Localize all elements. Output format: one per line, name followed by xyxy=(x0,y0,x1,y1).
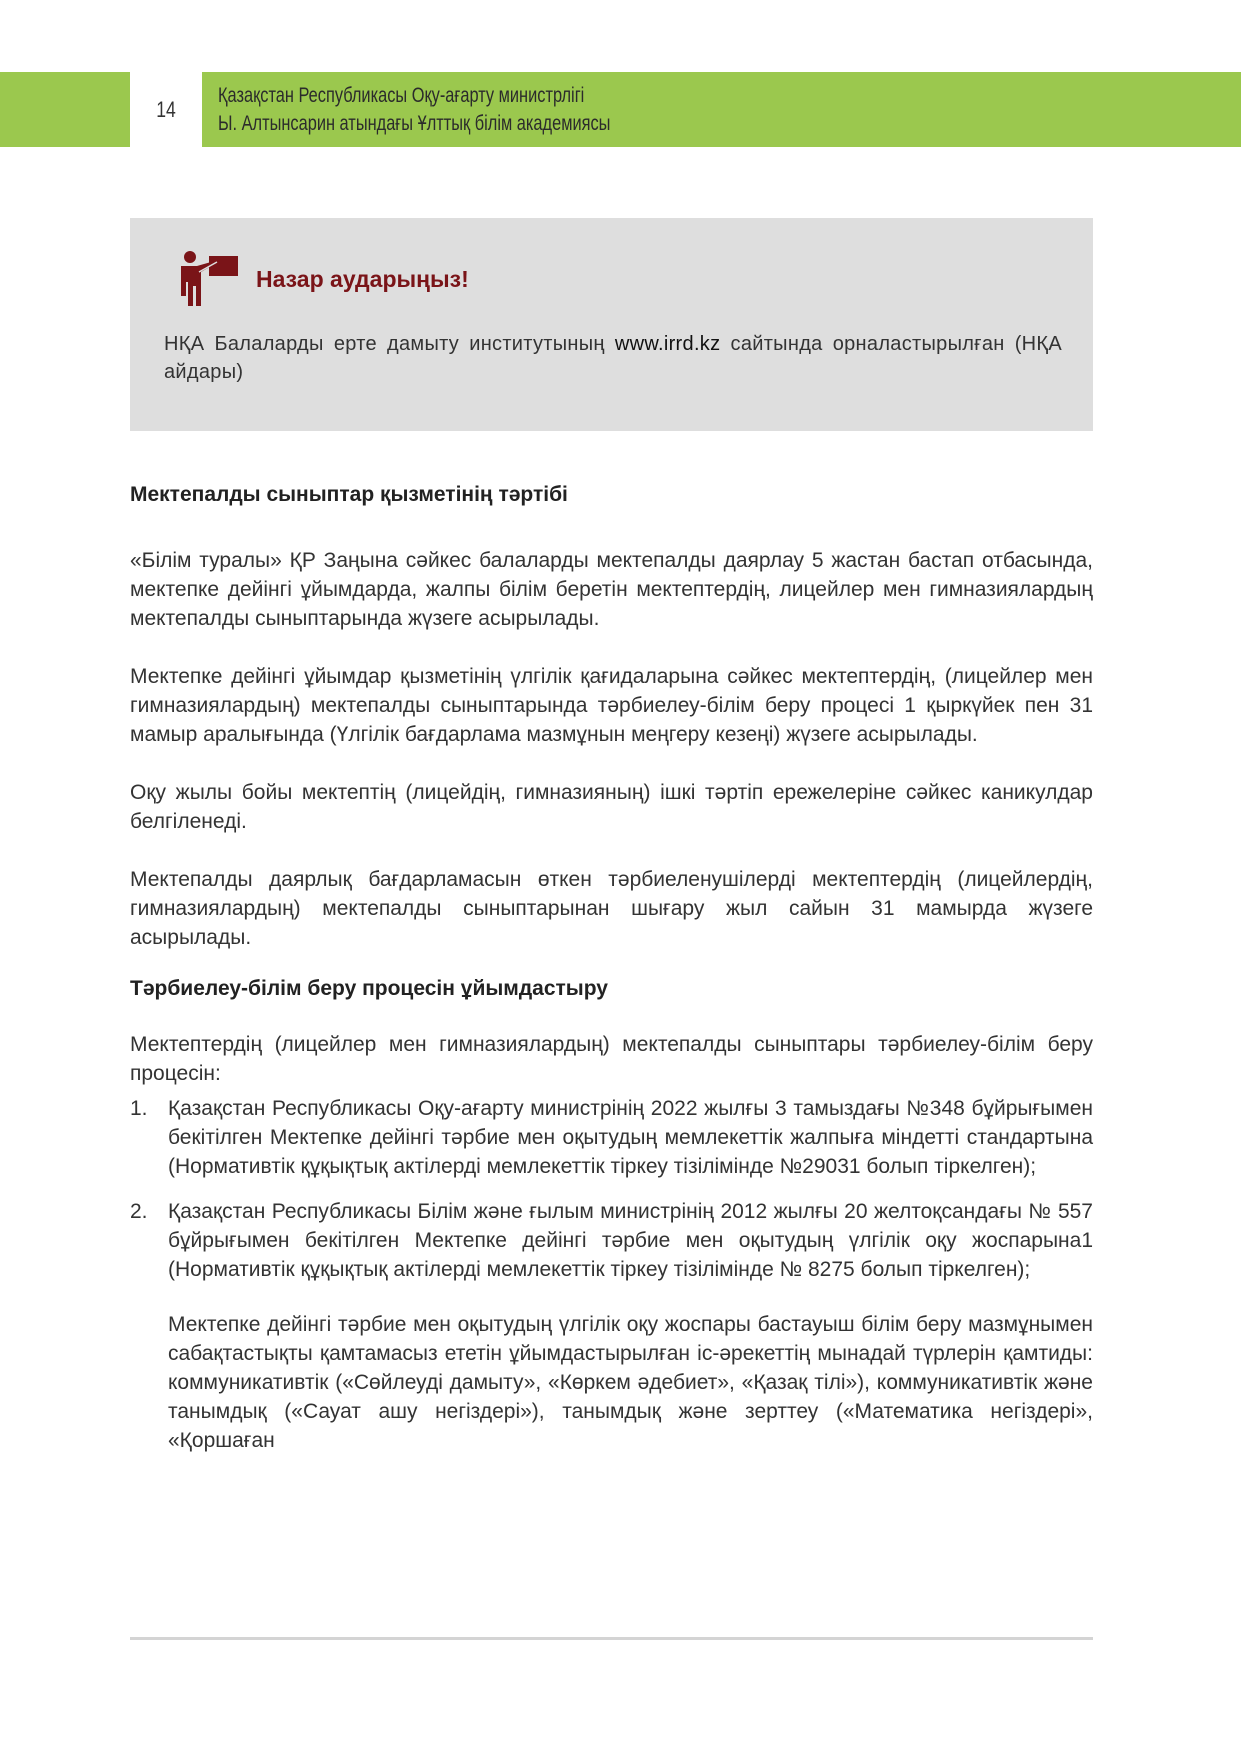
page-number: 14 xyxy=(156,96,176,122)
paragraph: «Білім туралы» ҚР Заңына сәйкес балаларды мектепалды даярлау 5 жастан бастап отбасында, мектепке дейінгі ұйымдарда, жалпы білім беретін мектептердің, лицейлер мен гимназиялардың мектепалды сыныптарында жүзеге асырылады. xyxy=(130,549,1093,630)
attention-text-part: НҚА Балаларды ерте дамыту институтының xyxy=(164,333,615,355)
header-banner xyxy=(202,72,1241,147)
paragraph: Мектепке дейінгі ұйымдар қызметінің үлгілік қағидаларына сәйкес мектептердің, (лицейлер мен гимназиялардың) мектепалды сыныптарында тәрбиелеу-білім беру процесі 1 қыркүйек пен 31 мамыр аралығында (Үлгілік бағдарлама мазмұнын меңгеру кезеңі) жүзеге асырылады. xyxy=(130,665,1093,746)
list-item-number: 1. xyxy=(130,1097,148,1120)
header-org-line-1: Қазақстан Республикасы Оқу-ағарту министрлігі xyxy=(218,83,585,107)
paragraph: Мектепалды даярлық бағдарламасын өткен тәрбиеленушілерді мектептердің (лицейлердің, гимназиялардың) мектепалды сыныптарынан шығару жыл сайын 31 мамырда жүзеге асырылады. xyxy=(130,868,1093,949)
main-content xyxy=(130,480,1093,1484)
attention-text-part: сайтында орналастырылған (НҚА айдары) xyxy=(164,333,1062,383)
irrd-link[interactable]: www.irrd.kz xyxy=(614,333,721,355)
paragraph: Оқу жылы бойы мектептің (лицейдің, гимназияның) ішкі тәртіп ережелеріне сәйкес каникулдар белгіленеді. xyxy=(130,781,1093,833)
section-heading: Тәрбиелеу-білім беру процесін ұйымдастыру xyxy=(130,977,608,1000)
footer-divider xyxy=(130,1637,1093,1640)
header-accent-block xyxy=(0,72,130,147)
attention-callout xyxy=(130,218,1093,431)
paragraph: Мектепке дейінгі тәрбие мен оқытудың үлгілік оқу жоспары бастауыш білім беру мазмұнымен сабақтастықты қамтамасыз ететін ұйымдастырылған іс-әрекеттің мынадай түрлерін қамтиды: коммуникативтік («Сөйлеуді дамыту», «Көркем әдебиет», «Қазақ тілі»), коммуникативтік және танымдық («Сауат ашу негіздері»), танымдық және зерттеу («Математика негіздері», «Қоршаған xyxy=(168,1313,1093,1452)
paragraph: Мектептердің (лицейлер мен гимназиялардың) мектепалды сыныптары тәрбиелеу-білім беру процесін: xyxy=(130,1033,1093,1085)
list-item-text: Қазақстан Республикасы Білім және ғылым министрінің 2012 жылғы 20 желтоқсандағы № 557 бұйрығымен бекітілген Мектепке дейінгі тәрбие мен оқытудың үлгілік оқу жоспарына1 (Нормативтік құқықтық актілерді мемлекеттік тіркеу тізілімінде № 8275 болып тіркелген); xyxy=(168,1200,1093,1281)
list-item xyxy=(130,1094,1093,1181)
header-org-line-2: Ы. Алтынсарин атындағы Ұлттық білім академиясы xyxy=(218,111,611,135)
attention-title: Назар аударыңыз! xyxy=(256,266,469,292)
list-item-text: Қазақстан Республикасы Оқу-ағарту министрінің 2022 жылғы 3 тамыздағы №348 бұйрығымен бекітілген Мектепке дейінгі тәрбие мен оқытудың мемлекеттік жалпыға міндетті стандартына (Нормативтік құқықтық актілерді мемлекеттік тіркеу тізілімінде №29031 болып тіркелген); xyxy=(168,1097,1093,1178)
list-item xyxy=(130,1197,1093,1284)
section-heading: Мектепалды сыныптар қызметінің тәртібі xyxy=(130,483,568,506)
numbered-list xyxy=(130,1094,1093,1284)
teacher-presentation-icon xyxy=(177,250,239,308)
list-item-number: 2. xyxy=(130,1200,148,1223)
attention-text xyxy=(164,330,1062,386)
